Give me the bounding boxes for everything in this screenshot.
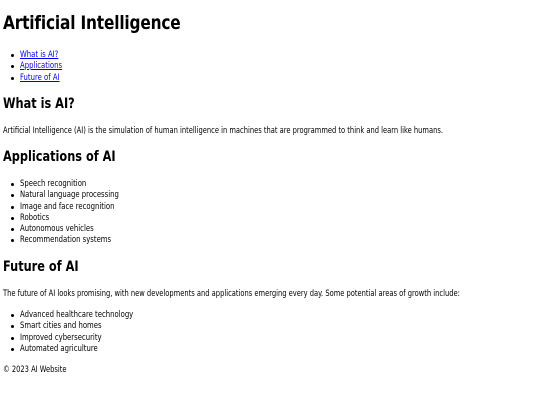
applications-list <box>0 179 136 247</box>
bullet-icon <box>11 314 14 317</box>
section-heading-applications: Applications of AI <box>3 149 116 165</box>
bullet-icon <box>11 194 14 197</box>
bullet-icon <box>11 65 14 68</box>
list-item: Autonomous vehicles <box>0 224 136 235</box>
footer-text: © 2023 AI Website <box>3 365 67 375</box>
bullet-icon <box>11 217 14 220</box>
bullet-icon <box>11 183 14 186</box>
nav-list <box>0 50 69 84</box>
bullet-icon <box>11 54 14 57</box>
page-title: Artificial Intelligence <box>3 12 181 34</box>
section-body-future: The future of AI looks promising, with new developments and applications emerging every day. Some potential areas of growth include: <box>3 289 460 299</box>
bullet-icon <box>11 239 14 242</box>
list-item: Natural language processing <box>0 190 136 201</box>
nav-item-what-is-ai <box>0 50 69 61</box>
section-heading-what-is-ai: What is AI? <box>3 96 75 112</box>
bullet-icon <box>11 206 14 209</box>
bullet-icon <box>11 337 14 340</box>
list-item: Recommendation systems <box>0 235 136 246</box>
list-item: Improved cybersecurity <box>0 333 153 344</box>
list-item: Image and face recognition <box>0 202 136 213</box>
list-item: Smart cities and homes <box>0 321 153 332</box>
section-heading-future: Future of AI <box>3 259 79 275</box>
nav-link-what-is-ai[interactable]: What is AI? <box>20 50 59 60</box>
bullet-icon <box>11 228 14 231</box>
nav-item-future <box>0 73 69 84</box>
nav-item-applications <box>0 61 69 72</box>
section-body-what-is-ai: Artificial Intelligence (AI) is the simulation of human intelligence in machines that are programmed to think and learn like humans. <box>3 126 443 136</box>
nav-link-future[interactable]: Future of AI <box>20 72 60 83</box>
list-item: Automated agriculture <box>0 344 153 355</box>
bullet-icon <box>11 325 14 328</box>
nav-link-applications[interactable]: Applications <box>20 61 63 72</box>
bullet-icon <box>11 348 14 351</box>
list-item: Advanced healthcare technology <box>0 310 153 321</box>
list-item: Speech recognition <box>0 179 136 190</box>
future-list <box>0 310 153 355</box>
list-item: Robotics <box>0 213 136 224</box>
bullet-icon <box>11 77 14 80</box>
